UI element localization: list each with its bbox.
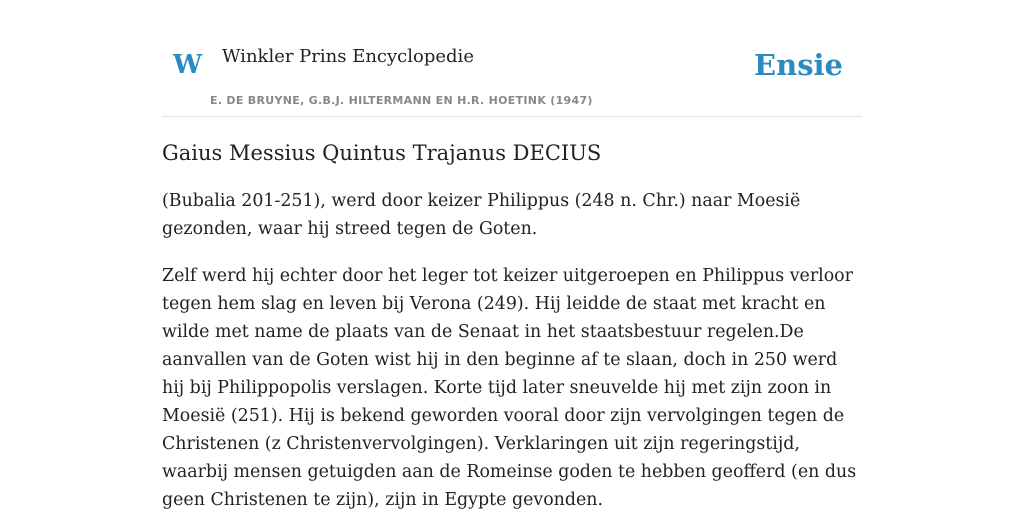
source-header bbox=[162, 0, 862, 117]
ensie-logo[interactable]: Ensie bbox=[754, 48, 843, 82]
source-title[interactable]: Winkler Prins Encyclopedie bbox=[222, 46, 474, 67]
article-paragraph: (Bubalia 201-251), werd door keizer Philippus (248 n. Chr.) naar Moesië gezonden, waar hij streed tegen de Goten. bbox=[162, 191, 801, 240]
source-authors: E. DE BRUYNE, G.B.J. HILTERMANN EN H.R. HOETINK (1947) bbox=[210, 94, 593, 107]
article bbox=[162, 140, 862, 512]
source-logo-icon[interactable]: W bbox=[173, 50, 203, 80]
article-title: Gaius Messius Quintus Trajanus DECIUS bbox=[162, 141, 602, 165]
article-paragraph: Zelf werd hij echter door het leger tot keizer uitgeroepen en Philippus verloor tegen hem slag en leven bij Verona (249). Hij leidde de staat met kracht en wilde met name de plaats van de Senaat in het staatsbestuur regelen.De aanvallen van de Goten wist hij in den beginne af te slaan, doch in 250 werd hij bij Philippopolis verslagen. Korte tijd later sneuvelde hij met zijn zoon in Moesië (251). Hij is bekend geworden vooral door zijn vervolgingen tegen de Christenen (z Christenvervolgingen). Verklaringen uit zijn regeringstijd, waarbij mensen getuigden aan de Romeinse goden te hebben geofferd (en dus geen Christenen te zijn), zijn in Egypte gevonden. bbox=[162, 266, 857, 511]
